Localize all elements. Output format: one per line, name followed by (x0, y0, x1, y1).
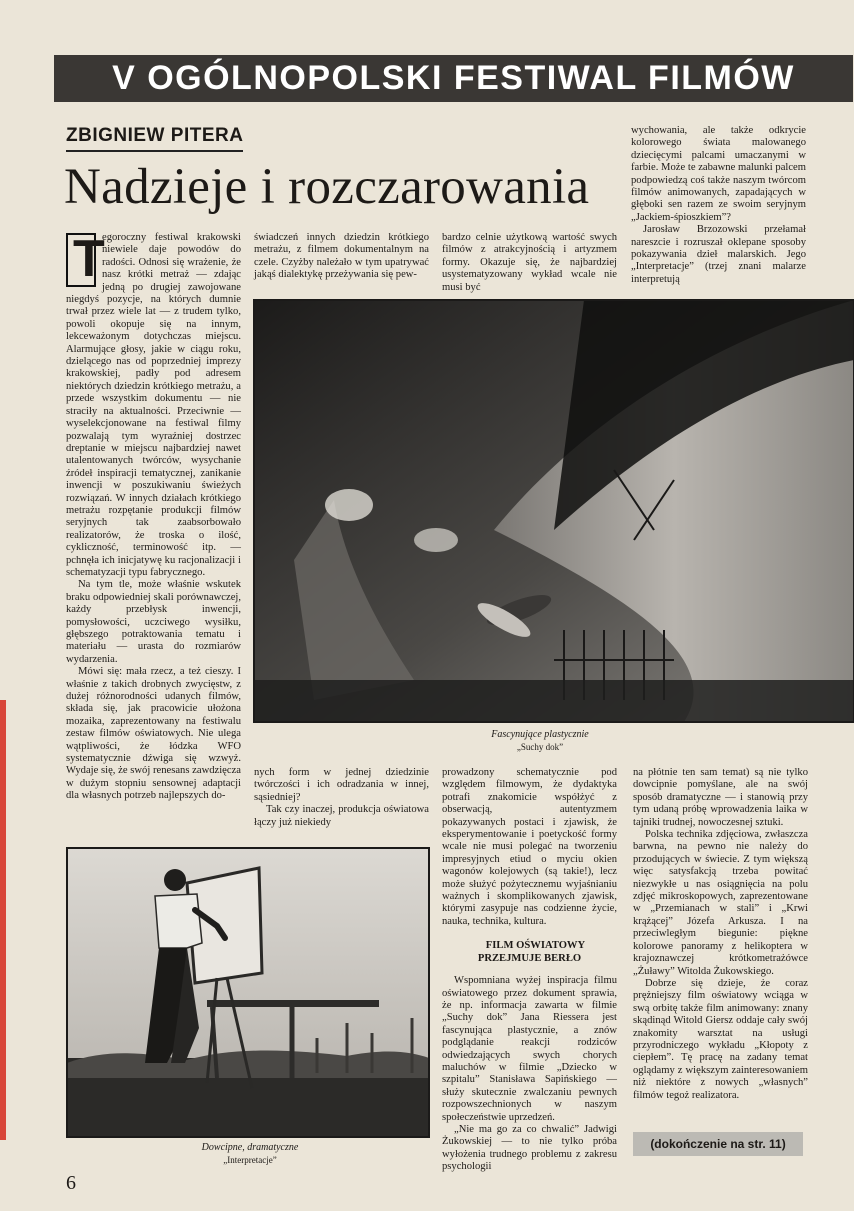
article-paragraph: wychowania, ale także odkrycie kolorowego świata malowanego dziecięcymi palcami umaczanymi w farbie. Może te zabawne malunki palcem podpowiedzą coś także naszym twórcom filmów animowanych, zapadających w głęboki sen razem ze swoim seryjnym „Jackiem-śpioszkiem”? (631, 125, 806, 223)
article-paragraph: Dobrze się dzieje, że coraz prężniejszy film oświatowy wciąga w swą orbitę także film animowany: znany skądinąd Witold Giersz oddaje cały swój znakomity warsztat na usługi przyrodniczego wykładu „Kłopoty z ciepłem”. Tę pracę na zadany temat oglądamy z większym zainteresowaniem niż niektóre z nowych „własnych” filmów tegoż realizatora. (633, 977, 808, 1101)
photo-dry-dock-caption (440, 729, 640, 753)
page-number: 6 (66, 1172, 76, 1194)
photo-painter (67, 848, 429, 1137)
article-column-2-top (254, 232, 429, 296)
article-paragraph: świadczeń innych dziedzin krótkiego metrażu, z filmem dokumentalnym na czele. Czyżby należało w tym upatrywać jakąś dialektykę przeżywania się pew- (254, 232, 429, 281)
caption-film-title: „Suchy dok” (516, 742, 564, 752)
dry-dock-image (254, 300, 854, 722)
article-paragraph: Polska technika zdjęciowa, zwłaszcza barwna, na pewno nie należy do przodujących w świecie. Z tym większą więc satysfakcją trzeba powitać niezwykłe u nas osiągnięcia na polu zdjęć mikroskopowych, zaprezentowane w „Przemianach w stali” i „Krwi krążącej” Józefa Arkusza. I na przeciwległym biegunie: piękne kolorowe panoramy z helikoptera w krajoznawczej krótkometrażówce „Żuławy” Witolda Żukowskiego. (633, 829, 808, 977)
drop-cap: T (66, 233, 96, 287)
article-paragraph: na płótnie ten sam temat) są nie tylko dowcipnie pomyślane, ale na swój sposób dramatyczne — i stanowią przy tym udaną próbę wprowadzenia laika w tajniki trudnej, nowoczesnej sztuki. (633, 767, 808, 828)
article-column-3-bottom (442, 767, 617, 1173)
article-paragraph: bardzo celnie użytkową wartość swych filmów z atrakcyjnością i artyzmem formy. Okazuje się, że najbardziej usystematyzowany wykład wcale nie musi być (442, 232, 617, 293)
article-title: Nadzieje i rozczarowania (64, 159, 590, 215)
article-paragraph: nych form w jednej dziedzinie twórczości i ich odradzania w innej, sąsiedniej? (254, 767, 429, 803)
festival-banner: V OGÓLNOPOLSKI FESTIWAL FILMÓW (54, 55, 853, 102)
continuation-note: (dokończenie na str. 11) (633, 1132, 803, 1156)
painter-image (67, 848, 429, 1137)
caption-film-title: „Interpretacje” (223, 1155, 277, 1165)
author-byline: ZBIGNIEW PITERA (66, 125, 243, 152)
section-subheading: FILM OŚWIATOWY PRZEJMUJE BERŁO (477, 940, 586, 964)
article-column-4-bottom (633, 767, 808, 1127)
article-paragraph: Jarosław Brzozowski przełamał nareszcie i rozruszał oklepane sposoby pokazywania dzieł malarskich. Jego „Interpretacje” (trzej znani malarze interpretują (631, 224, 806, 285)
caption-text: Dowcipne, dramatyczne (201, 1142, 299, 1153)
article-paragraph: egoroczny festiwal krakowski niewiele daje powodów do radości. Odnosi się wrażenie, że nasz krótki metraż — zdając jedną po drugiej zawojowane niegdyś pozycje, na których dumnie trwał przez wiele lat — z trudem tylko, powoli okopuje się na innym, lekceważonym dotychczas miejscu. Alarmujące głosy, jakie w ciągu roku, dzielącego nas od poprzedniej imprezy krakowskiej, padły pod adresem niektórych dziedzin krótkiego metrażu, a przede wszystkim dokumentu — nie straciły na aktualności. Przeciwnie — wyselekcjonowane na festiwal filmy pozwalają tym wyraźniej dostrzec dreptanie w miejscu najbardziej nawet utalentowanych twórców, wysychanie źródeł inspiracji tematycznej, zanikanie inwencji w poszukiwaniu świeżych rozwiązań. W innych działach krótkiego metrażu rozpętanie produkcji filmów seryjnych tak zaabsorbowało realizatorów, że troska o ilość, cykliczność, terminowość itp. — pchnęła ich inicjatywę ku racjonalizacji i schematyzacji typu fabrycznego. (66, 232, 241, 578)
article-paragraph: Wspomniana wyżej inspiracja filmu oświatowego przez dokument sprawia, że np. informacja zawarta w filmie „Suchy dok” Jana Riessera jest fascynująca plastycznie, a znów podglądanie reakcji rodziców odwiedzających swych chorych maluchów w filmie „Dziecko w szpitalu” Stanisława Sapińskiego — służy skutecznie zwalczaniu pewnych rozpowszechnionych w naszym społeczeństwie uprzedzeń. (442, 975, 617, 1123)
article-paragraph: „Nie ma go za co chwalić” Jadwigi Żukowskiej — to nie tylko próba wyłożenia trudnego problemu z zakresu psychologii (442, 1123, 617, 1173)
article-paragraph: Na tym tle, może właśnie wskutek braku odpowiedniej skali porównawczej, każdy przebłysk inwencji, pomysłowości, uczciwego wysiłku, głębszego potraktowania tematu i materiału — urasta do rozmiarów wydarzenia. (66, 579, 241, 665)
photo-painter-caption (150, 1142, 350, 1166)
article-column-1 (66, 232, 241, 834)
page-edge-mark (0, 700, 6, 1140)
article-paragraph: prowadzony schematycznie pod względem filmowym, że dydaktyka potrafi znakomicie współżyć z obserwacją, autentyzmem pokazywanych postaci i zjawisk, że eksperymentowanie i poetyckość formy wcale nie musi polegać na tworzeniu impresyjnych etiud o myciu okien wagonów kolejowych (są takie!), lecz może służyć pożytecznemu wyjaśnianiu ważnych i skomplikowanych zjawisk, którymi zasypuje nas codzienne życie, nauka, technika, kultura. (442, 767, 617, 927)
article-paragraph: Mówi się: mała rzecz, a też cieszy. I właśnie z takich drobnych zwycięstw, z dużej różnorodności udanych filmów, składa się, jak pracowicie ułożona mozaika, zaprezentowany na festiwalu zestaw filmów oświatowych. Nie ulega wątpliwości, że łódzka WFO systematycznie dźwiga się wzwyż. Wydaje się, że swój renesans zawdzięcza w dużym stopniu sensownej adaptacji dla własnych potrzeb najlepszych do- (66, 666, 241, 802)
article-column-2-bottom (254, 767, 429, 839)
article-column-4-top (631, 125, 806, 297)
article-paragraph: Tak czy inaczej, produkcja oświatowa łączy już niekiedy (254, 804, 429, 828)
photo-dry-dock (254, 300, 854, 722)
caption-text: Fascynujące plastycznie (491, 729, 589, 740)
article-column-3-top (442, 232, 617, 296)
